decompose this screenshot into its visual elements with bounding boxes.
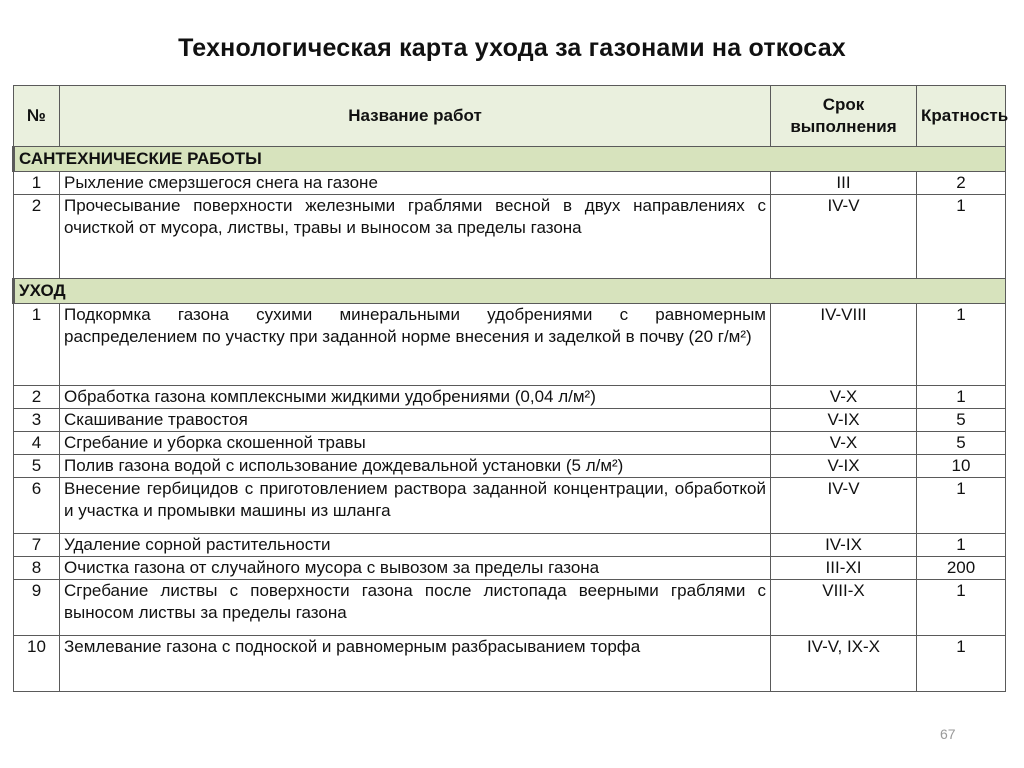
row-freq: 1 — [917, 478, 1006, 534]
row-num: 3 — [14, 409, 60, 432]
row-num: 1 — [14, 304, 60, 386]
header-name: Название работ — [60, 86, 771, 147]
table-row — [14, 386, 1006, 409]
row-term: III-XI — [771, 557, 917, 580]
section-label: САНТЕХНИЧЕСКИЕ РАБОТЫ — [14, 147, 1006, 172]
row-work: Рыхление смерзшегося снега на газоне — [60, 172, 771, 195]
row-num: 10 — [14, 636, 60, 692]
row-work: Удаление сорной растительности — [60, 534, 771, 557]
table-header-row — [14, 86, 1006, 147]
page-number: 67 — [940, 726, 956, 742]
row-freq: 1 — [917, 304, 1006, 386]
page-title: Технологическая карта ухода за газонами на откосах — [178, 34, 846, 62]
row-num: 8 — [14, 557, 60, 580]
row-term: IV-V — [771, 478, 917, 534]
row-work: Очистка газона от случайного мусора с вывозом за пределы газона — [60, 557, 771, 580]
table-row — [14, 557, 1006, 580]
tech-card-table — [12, 85, 1009, 692]
row-freq: 1 — [917, 195, 1006, 279]
row-freq: 10 — [917, 455, 1006, 478]
table-row — [14, 195, 1006, 279]
row-num: 6 — [14, 478, 60, 534]
row-num: 9 — [14, 580, 60, 636]
row-work: Землевание газона с подноской и равномерным разбрасыванием торфа — [60, 636, 771, 692]
row-work: Обработка газона комплексными жидкими удобрениями (0,04 л/м²) — [60, 386, 771, 409]
row-term: V-X — [771, 386, 917, 409]
row-freq: 1 — [917, 580, 1006, 636]
row-freq: 2 — [917, 172, 1006, 195]
table-row — [14, 409, 1006, 432]
table-row — [14, 580, 1006, 636]
row-term: V-X — [771, 432, 917, 455]
row-work: Полив газона водой с использование дождевальной установки (5 л/м²) — [60, 455, 771, 478]
row-term: IV-VIII — [771, 304, 917, 386]
row-work: Внесение гербицидов с приготовлением раствора заданной концентрации, обработкой и участка и промывки машины из шланга — [60, 478, 771, 534]
row-num: 2 — [14, 195, 60, 279]
row-freq: 1 — [917, 534, 1006, 557]
table-row — [14, 172, 1006, 195]
row-work: Скашивание травостоя — [60, 409, 771, 432]
table-row — [14, 636, 1006, 692]
row-term: IV-IX — [771, 534, 917, 557]
header-freq: Кратность — [917, 86, 1006, 147]
table-row — [14, 455, 1006, 478]
table-row — [14, 534, 1006, 557]
row-term: VIII-X — [771, 580, 917, 636]
row-freq: 5 — [917, 409, 1006, 432]
row-work: Сгребание листвы с поверхности газона после листопада веерными граблями с выносом листвы за пределы газона — [60, 580, 771, 636]
row-term: V-IX — [771, 409, 917, 432]
row-work: Подкормка газона сухими минеральными удобрениями с равномерным распределением по участку при заданной норме внесения и заделкой в почву (20 г/м²) — [60, 304, 771, 386]
table-row — [14, 478, 1006, 534]
row-num: 4 — [14, 432, 60, 455]
section-label: УХОД — [14, 279, 1006, 304]
row-freq: 200 — [917, 557, 1006, 580]
table-row — [14, 304, 1006, 386]
row-work: Прочесывание поверхности железными граблями весной в двух направлениях с очисткой от мусора, листвы, травы и выносом за пределы газона — [60, 195, 771, 279]
row-num: 5 — [14, 455, 60, 478]
row-work: Сгребание и уборка скошенной травы — [60, 432, 771, 455]
row-num: 1 — [14, 172, 60, 195]
section-row — [14, 279, 1006, 304]
table-row — [14, 432, 1006, 455]
row-term: V-IX — [771, 455, 917, 478]
row-num: 7 — [14, 534, 60, 557]
header-num: № — [14, 86, 60, 147]
row-freq: 1 — [917, 386, 1006, 409]
header-term: Срок выполнения — [771, 86, 917, 147]
row-term: III — [771, 172, 917, 195]
row-freq: 5 — [917, 432, 1006, 455]
table-body — [14, 147, 1006, 692]
section-row — [14, 147, 1006, 172]
row-freq: 1 — [917, 636, 1006, 692]
row-num: 2 — [14, 386, 60, 409]
row-term: IV-V, IX-X — [771, 636, 917, 692]
row-term: IV-V — [771, 195, 917, 279]
